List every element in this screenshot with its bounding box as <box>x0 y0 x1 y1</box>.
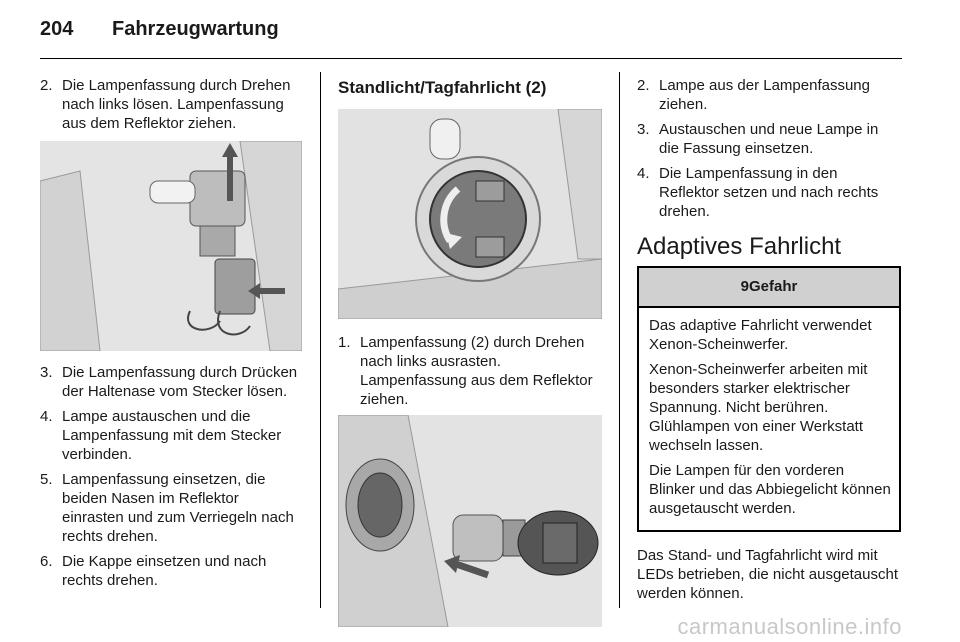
led-note: Das Stand- und Tagfahrlicht wird mit LEDs betrieben, die nicht ausgetauscht werden können. <box>637 547 898 602</box>
step-number: 3. <box>40 364 53 381</box>
step-number: 4. <box>40 408 53 425</box>
step-number: 1. <box>338 334 351 351</box>
column-divider-2 <box>619 72 620 608</box>
step-item <box>40 470 304 546</box>
step-text: Die Lampenfassung in den Reflektor setzen und nach rechts drehen. <box>659 165 879 220</box>
section-title-adaptives-fahrlicht: Adaptives Fahrlicht <box>637 233 842 260</box>
step-text: Die Lampenfassung durch Drehen nach links lösen. Lampenfassung aus dem Reflektor ziehen. <box>62 77 291 132</box>
watermark: carmanualsonline.info <box>677 614 902 639</box>
step-text: Lampenfassung einsetzen, die beiden Nasen im Reflektor einrasten und zum Verriegeln nach rechts drehen. <box>62 471 294 545</box>
figure-lamp-socket-removal <box>40 141 302 351</box>
section-title-standlicht: Standlicht/Tagfahrlicht (2) <box>338 78 547 97</box>
column-1 <box>40 76 304 596</box>
warning-title: Gefahr <box>748 278 798 295</box>
column-2 <box>338 78 604 627</box>
step-item <box>40 552 304 590</box>
step-item <box>637 76 901 114</box>
page-header <box>40 18 279 41</box>
parking-light-illustration <box>338 109 602 319</box>
step-item <box>40 407 304 464</box>
warning-box <box>637 266 901 532</box>
step-text: Die Kappe einsetzen und nach rechts drehen. <box>62 553 267 589</box>
lamp-socket-illustration <box>40 141 302 351</box>
step-item <box>40 363 304 401</box>
step-number: 2. <box>637 77 650 94</box>
step-text: Lampe aus der Lampenfassung ziehen. <box>659 77 870 113</box>
step-item <box>637 164 901 221</box>
header-rule <box>40 58 902 59</box>
warning-paragraph: Die Lampen für den vorderen Blinker und das Abbiegelicht können ausgetauscht werden. <box>649 462 891 517</box>
figure-parking-light-socket <box>338 109 602 319</box>
column-3 <box>637 76 901 603</box>
figure-bulb-removal <box>338 415 602 627</box>
step-item <box>40 76 304 133</box>
warning-icon: 9 <box>740 278 749 295</box>
warning-paragraph: Das adaptive Fahrlicht verwendet Xenon-Scheinwerfer. <box>649 317 872 353</box>
page-title: Fahrzeugwartung <box>112 18 279 40</box>
bulb-removal-illustration <box>338 415 602 627</box>
warning-paragraph: Xenon-Scheinwerfer arbeiten mit besonders starker elektrischer Spannung. Nicht berühren. Glühlampen von einer Werkstatt wechseln lassen. <box>649 361 868 454</box>
warning-body <box>639 308 899 530</box>
step-item <box>338 333 604 409</box>
step-text: Lampe austauschen und die Lampenfassung mit dem Stecker verbinden. <box>62 408 282 463</box>
step-number: 4. <box>637 165 650 182</box>
step-number: 6. <box>40 553 53 570</box>
step-text: Lampenfassung (2) durch Drehen nach links ausrasten. Lampenfassung aus dem Reflektor ziehen. <box>360 334 593 408</box>
step-number: 3. <box>637 121 650 138</box>
step-text: Austauschen und neue Lampe in die Fassung einsetzen. <box>659 121 879 157</box>
step-text: Die Lampenfassung durch Drücken der Haltenase vom Stecker lösen. <box>62 364 298 400</box>
warning-header <box>639 268 899 308</box>
step-item <box>637 120 901 158</box>
column-divider-1 <box>320 72 321 608</box>
step-number: 5. <box>40 471 53 488</box>
step-number: 2. <box>40 77 53 94</box>
page-number: 204 <box>40 18 74 40</box>
